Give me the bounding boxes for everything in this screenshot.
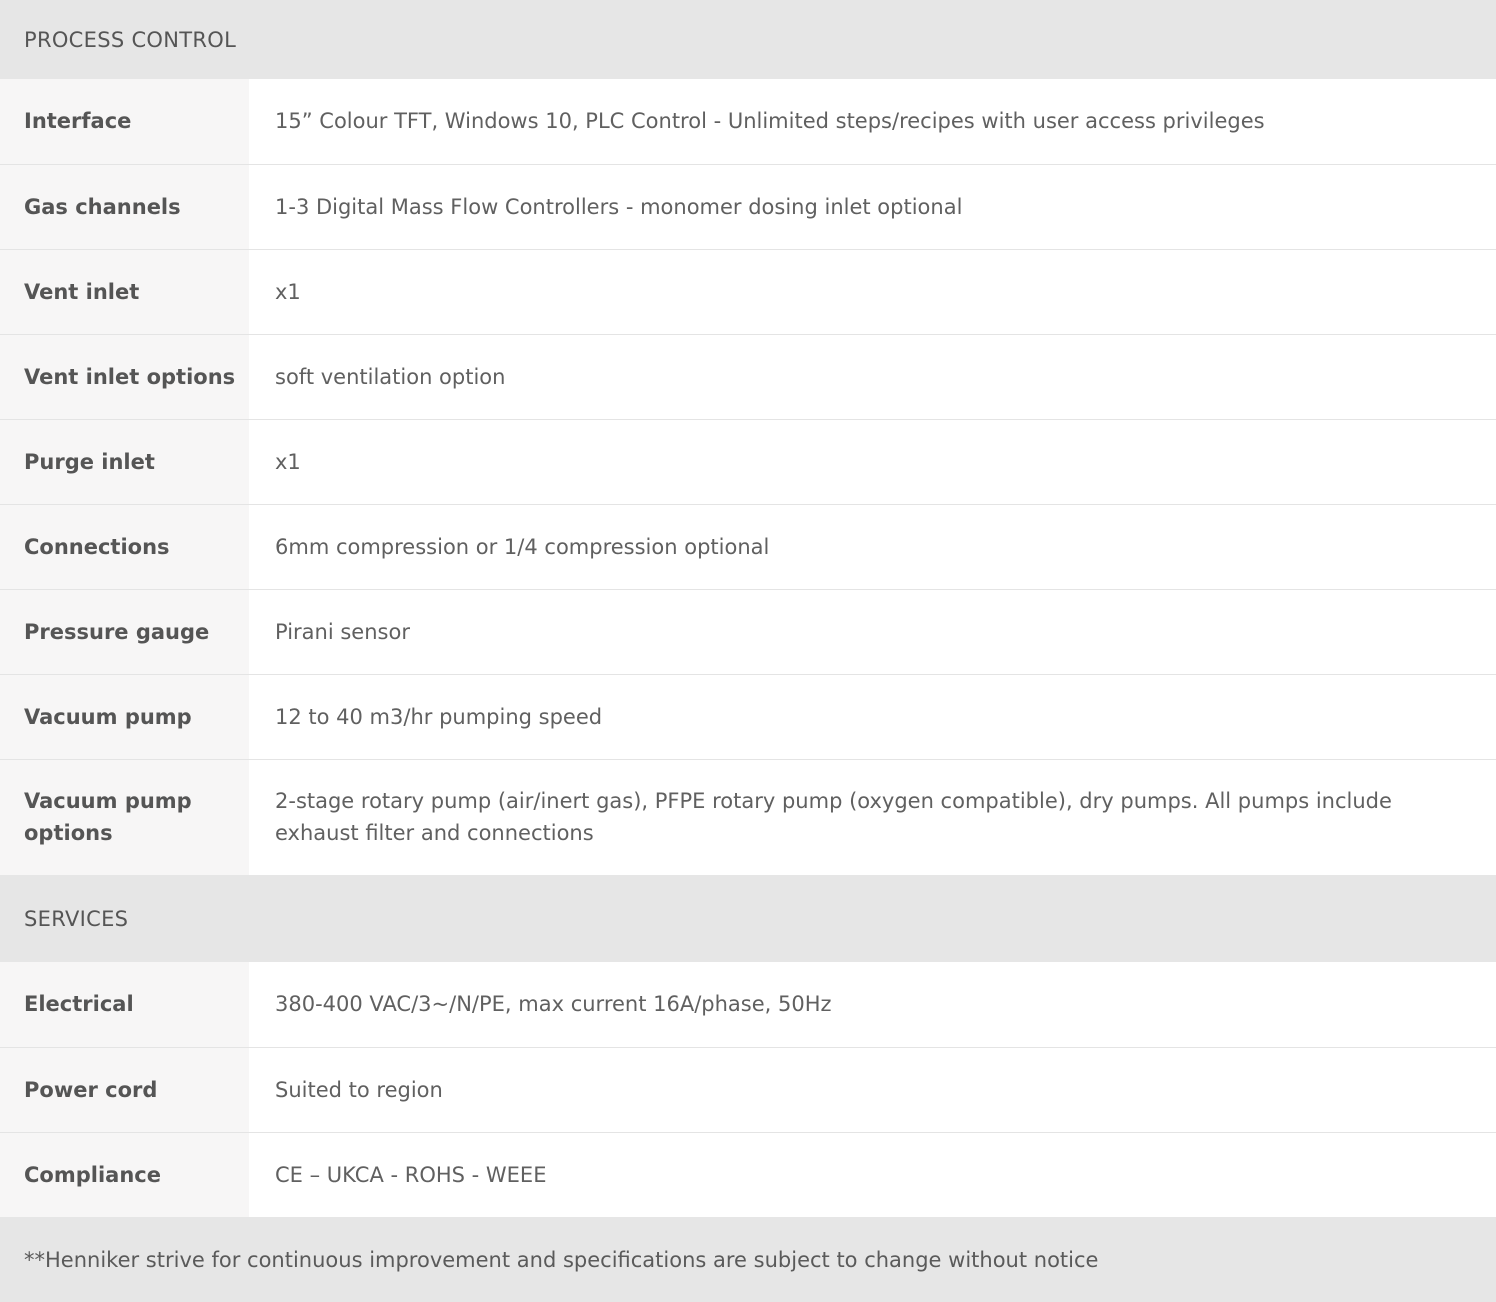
row-label: Vacuum pump options xyxy=(0,759,249,875)
row-label: Vacuum pump xyxy=(0,674,249,759)
table-row xyxy=(0,759,1496,875)
section-title: SERVICES xyxy=(0,875,1496,962)
footnote-row xyxy=(0,1217,1496,1302)
row-value: soft ventilation option xyxy=(249,334,1496,419)
row-label: Gas channels xyxy=(0,164,249,249)
row-label: Vent inlet options xyxy=(0,334,249,419)
row-label: Compliance xyxy=(0,1132,249,1217)
row-value: 12 to 40 m3/hr pumping speed xyxy=(249,674,1496,759)
table-row xyxy=(0,419,1496,504)
row-value: 2-stage rotary pump (air/inert gas), PFPE rotary pump (oxygen compatible), dry pumps. All pumps include exhaust filter and connections xyxy=(249,759,1496,875)
table-row xyxy=(0,249,1496,334)
row-value: CE – UKCA - ROHS - WEEE xyxy=(249,1132,1496,1217)
row-label: Connections xyxy=(0,504,249,589)
row-value: 6mm compression or 1/4 compression optional xyxy=(249,504,1496,589)
row-value: x1 xyxy=(249,419,1496,504)
row-value: 15” Colour TFT, Windows 10, PLC Control - Unlimited steps/recipes with user access privileges xyxy=(249,79,1496,164)
row-value: 380-400 VAC/3~/N/PE, max current 16A/phase, 50Hz xyxy=(249,962,1496,1047)
table-row xyxy=(0,334,1496,419)
section-header-services xyxy=(0,875,1496,962)
table-row xyxy=(0,164,1496,249)
row-label: Pressure gauge xyxy=(0,589,249,674)
table-row xyxy=(0,962,1496,1047)
row-value: x1 xyxy=(249,249,1496,334)
row-value: 1-3 Digital Mass Flow Controllers - monomer dosing inlet optional xyxy=(249,164,1496,249)
table-row xyxy=(0,79,1496,164)
row-label: Interface xyxy=(0,79,249,164)
footnote: **Henniker strive for continuous improvement and specifications are subject to change without notice xyxy=(0,1217,1496,1302)
row-value: Pirani sensor xyxy=(249,589,1496,674)
section-header-process-control xyxy=(0,0,1496,79)
table-row xyxy=(0,1047,1496,1132)
table-row xyxy=(0,504,1496,589)
table-row xyxy=(0,1132,1496,1217)
row-label: Electrical xyxy=(0,962,249,1047)
section-title: PROCESS CONTROL xyxy=(0,0,1496,79)
row-label: Vent inlet xyxy=(0,249,249,334)
table-row xyxy=(0,589,1496,674)
row-label: Purge inlet xyxy=(0,419,249,504)
row-label: Power cord xyxy=(0,1047,249,1132)
table-row xyxy=(0,674,1496,759)
row-value: Suited to region xyxy=(249,1047,1496,1132)
